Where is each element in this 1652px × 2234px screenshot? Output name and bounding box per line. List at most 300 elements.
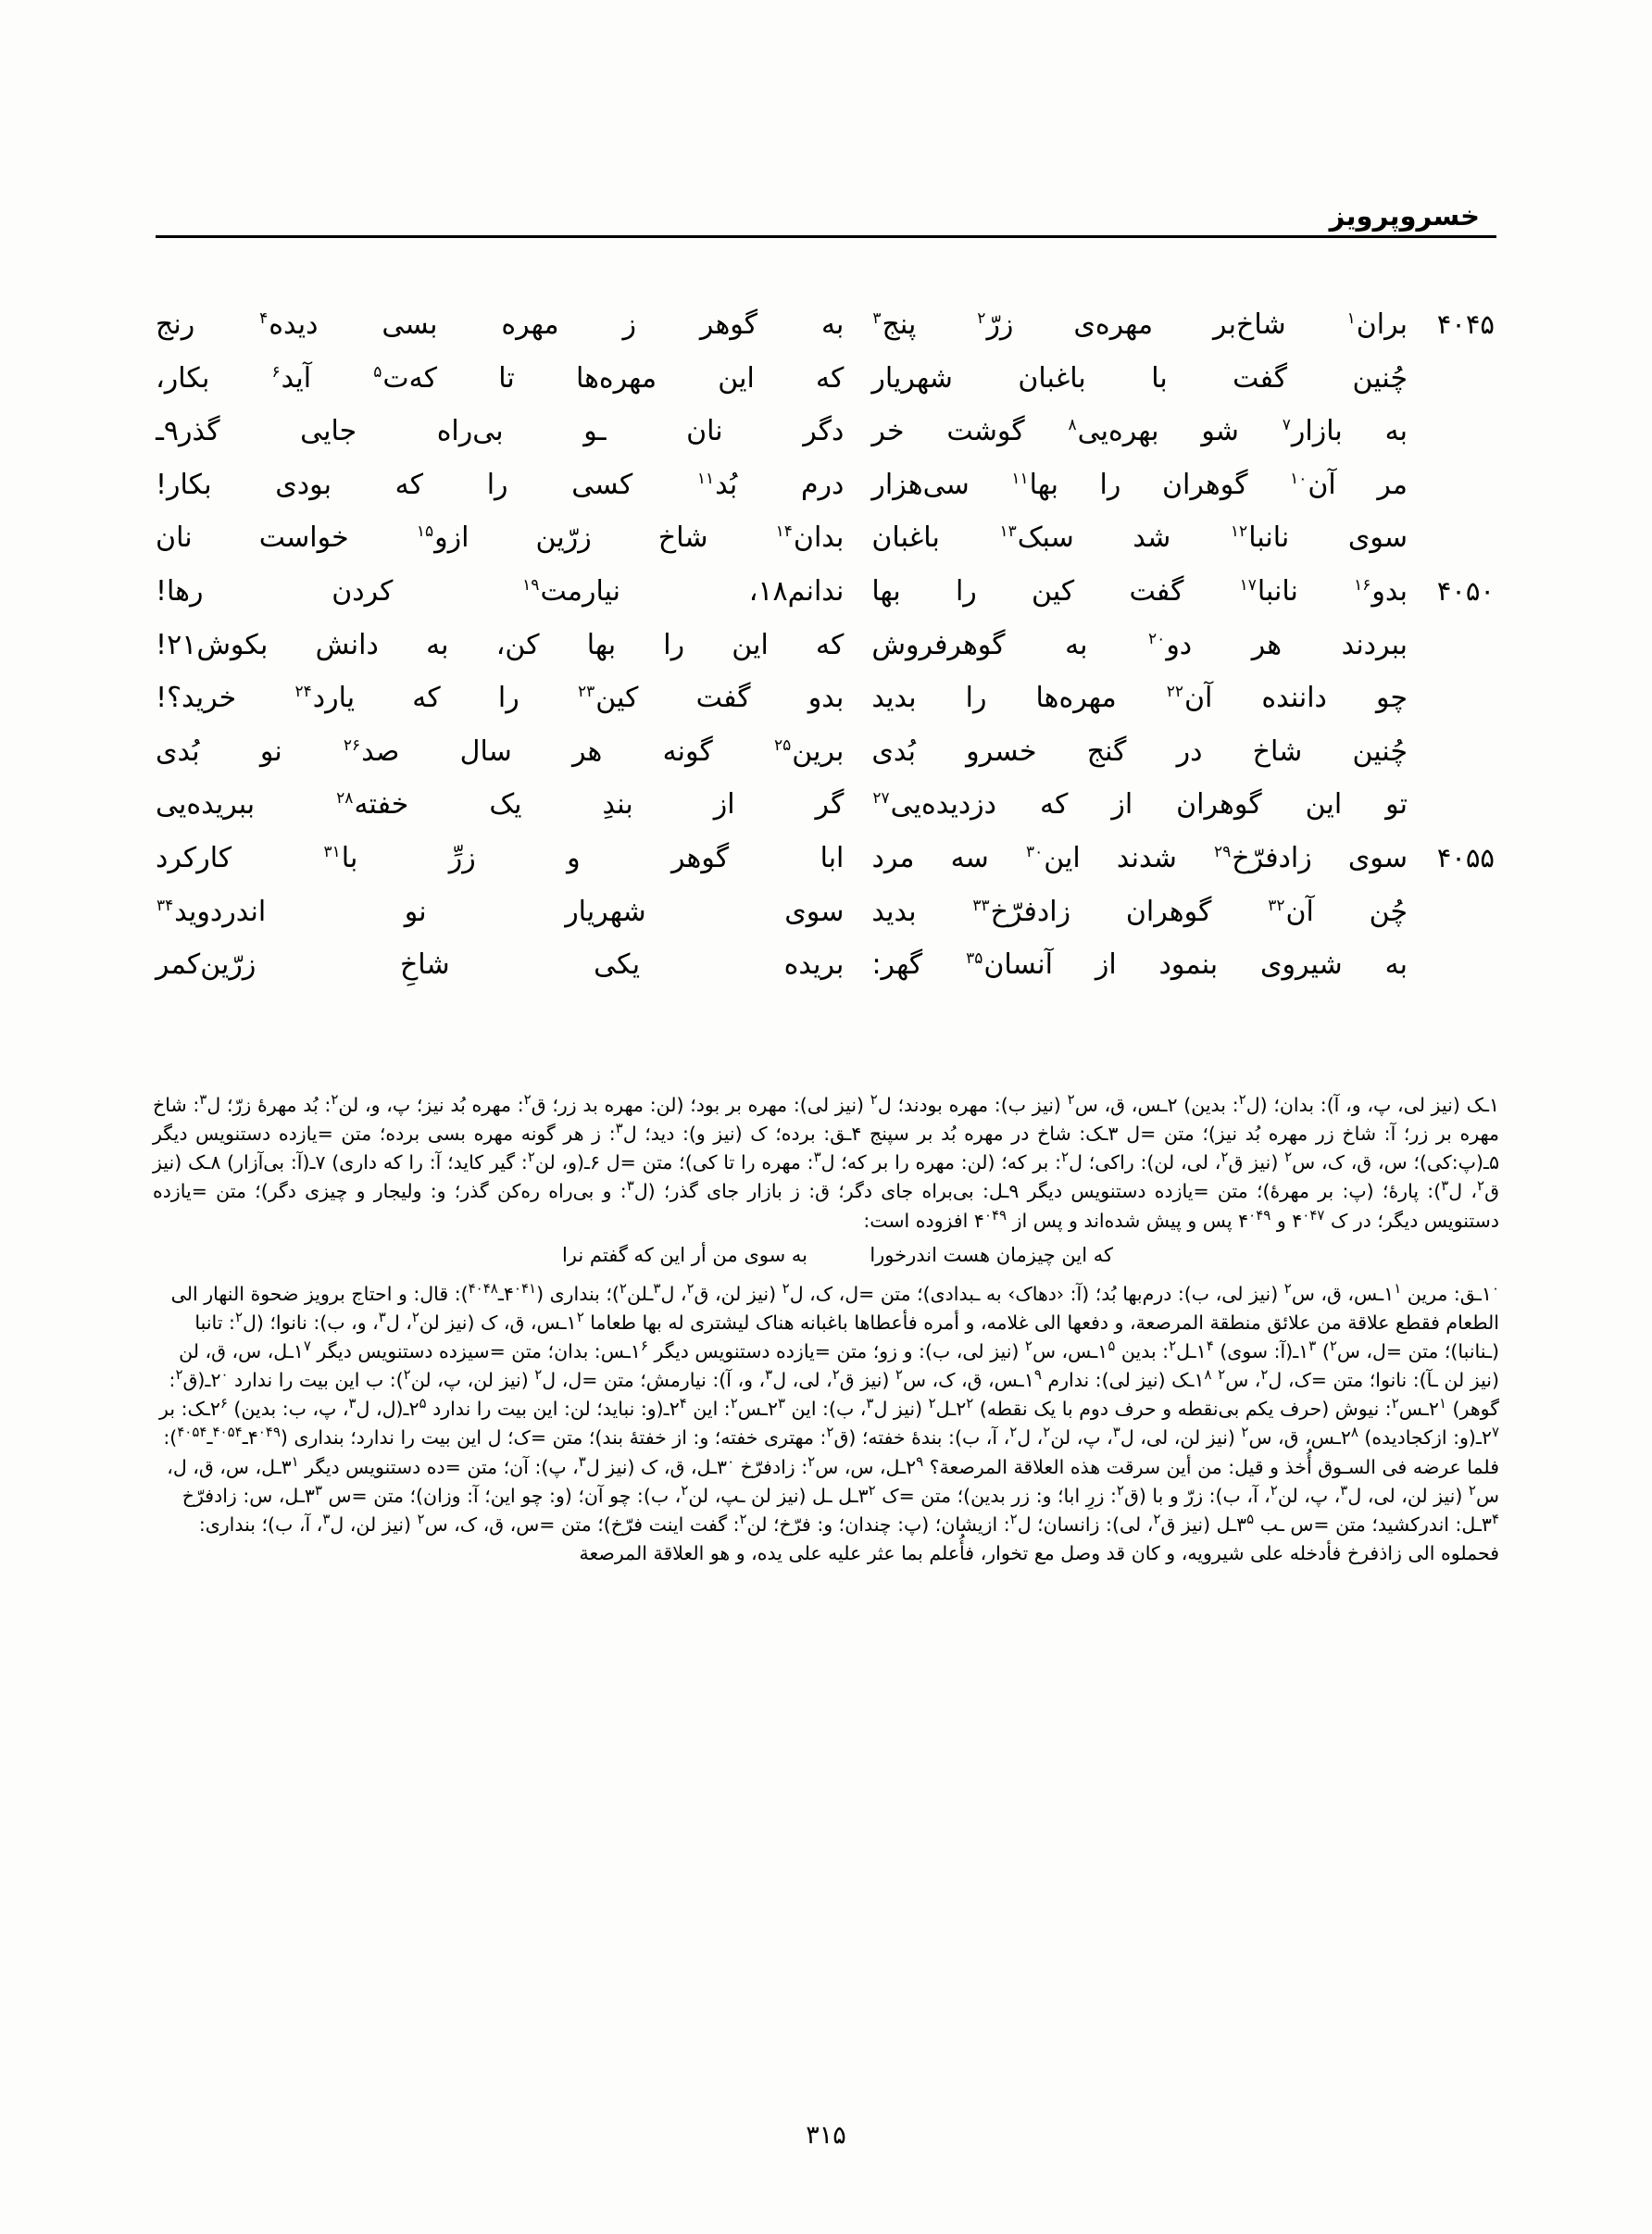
hemistich-left — [156, 679, 871, 719]
hemistich-right — [871, 733, 1496, 772]
verse-word: خر — [871, 415, 905, 448]
verse-word: مرد — [871, 841, 915, 874]
verse-word: آن$^{۳۲}$ — [1268, 895, 1314, 928]
verse-word: که — [394, 468, 424, 501]
verse-word: سی‌هزار — [871, 468, 970, 501]
manuscript-sigla: ۰ — [727, 1452, 735, 1470]
verse-word: گهر: — [871, 948, 923, 982]
footnote-marker[interactable]: ۱۱ — [696, 469, 715, 488]
verse-word: را — [497, 682, 519, 715]
verse-word: مهره — [501, 308, 559, 341]
manuscript-sigla: ۰ — [1491, 1279, 1499, 1297]
hemistich-left-text — [156, 306, 844, 345]
footnote-marker[interactable]: ۲۶ — [343, 735, 361, 755]
verse-word: مر — [1377, 468, 1408, 501]
verse-word: اندردوید$^{۳۴}$ — [156, 895, 267, 928]
verse-word: بُدی — [156, 734, 200, 768]
verse-word: آن$^{۲۲}$ — [1166, 682, 1213, 715]
verse-word: ندانم۱۸، — [748, 574, 845, 608]
footnote-marker[interactable]: ۲۹ — [1214, 842, 1232, 861]
manuscript-sigla: ۲ — [576, 1309, 584, 1326]
hemistich-left-text — [156, 785, 844, 825]
verse-word: یارد$^{۲۴}$ — [294, 682, 356, 715]
verse-word: رها! — [156, 574, 204, 608]
footnote-marker[interactable]: ۱۱ — [1011, 469, 1029, 488]
hemistich-right-text — [871, 306, 1408, 345]
verse-number — [1408, 412, 1495, 450]
manuscript-sigla: ۲ — [1009, 1424, 1018, 1441]
manuscript-sigla: ۲ — [1153, 1511, 1161, 1528]
verse-number: ۴۰۴۵ — [1436, 308, 1495, 340]
manuscript-sigla: ۲ — [1043, 1424, 1051, 1441]
footnote-marker[interactable]: ۵ — [373, 362, 382, 382]
hemistich-left-text — [156, 519, 844, 558]
hemistich-right — [871, 946, 1496, 985]
verse-word: صد$^{۲۶}$ — [343, 734, 400, 768]
manuscript-sigla: ۲ — [1238, 1091, 1246, 1109]
verse-word: زادفرّخ$^{۳۳}$ — [972, 895, 1071, 928]
manuscript-sigla: ۲ — [1218, 1366, 1226, 1384]
verse-word: نانبا$^{۱۲}$ — [1230, 521, 1290, 555]
manuscript-sigla: ۲ — [1260, 1366, 1269, 1384]
hemistich-left — [156, 946, 871, 985]
footnote-marker[interactable]: ۱۹ — [522, 575, 540, 595]
verse-word: بکوش۲۱! — [156, 628, 269, 661]
verse-word: به — [1384, 948, 1408, 982]
inserted-couplet — [153, 1241, 1499, 1271]
verse-word: دگر — [803, 415, 845, 448]
verse-word: گفت — [1233, 361, 1288, 395]
manuscript-sigla: ۳ — [866, 1395, 874, 1412]
footnote-marker[interactable]: ۲۷ — [872, 789, 890, 809]
verse-word: آن$^{۱۰}$ — [1290, 468, 1336, 501]
manuscript-sigla: ۲ — [417, 1511, 425, 1528]
verse-word: به — [820, 308, 845, 341]
manuscript-sigla: ۲ — [870, 1091, 878, 1109]
verse-word: جایی — [300, 415, 357, 448]
manuscript-sigla: ۸ — [1204, 1366, 1212, 1384]
hemistich-right-text — [871, 412, 1408, 452]
manuscript-sigla: ۲ — [1116, 1481, 1124, 1499]
manuscript-sigla: ۲ — [895, 1366, 903, 1384]
hemistich-right-text — [871, 839, 1408, 879]
verse-word: را — [663, 628, 685, 661]
manuscript-sigla: ۲ — [1468, 1481, 1476, 1499]
manuscript-sigla: ۲ — [681, 1481, 689, 1499]
verse-number — [1408, 679, 1495, 717]
verse-number — [1408, 733, 1495, 771]
footnote-marker[interactable]: ۱۲ — [1230, 522, 1248, 542]
manuscript-sigla: ۴ — [1206, 1337, 1214, 1355]
manuscript-sigla: ۲ — [1391, 1395, 1399, 1412]
manuscript-sigla: ۶ — [640, 1337, 648, 1355]
verse-word: بران$^۱$ — [1346, 308, 1408, 341]
verse-word: نو — [404, 895, 427, 928]
hemistich-right — [871, 839, 1496, 879]
verse-word: بازار$^۷$ — [1282, 415, 1343, 448]
verse-word: یکی — [594, 948, 641, 982]
verse-couplet — [156, 412, 1496, 452]
verse-word: بدو$^{۱۶}$ — [1354, 574, 1408, 608]
manuscript-sigla: ۰۴۹ — [257, 1424, 281, 1441]
manuscript-sigla: ۲ — [928, 1395, 936, 1412]
verse-word: از — [713, 788, 735, 822]
hemistich-left — [156, 466, 871, 506]
hemistich-left-text — [156, 839, 844, 879]
hemistich-left — [156, 733, 871, 772]
verse-word: زرِّ — [448, 841, 476, 874]
verse-word: باغبان — [871, 521, 940, 555]
verse-word: بی‌راه — [436, 415, 504, 448]
manuscript-sigla: ۲ — [868, 1481, 876, 1499]
verse-word: ابا — [820, 841, 845, 874]
verse-word: را — [486, 468, 508, 501]
manuscript-sigla: ۳ — [777, 1395, 786, 1412]
manuscript-sigla: ۰۴۹ — [983, 1206, 1007, 1224]
verse-word: سوی — [1347, 521, 1408, 555]
verse-word: گوشت — [946, 415, 1025, 448]
hemistich-left — [156, 519, 871, 558]
hemistich-right-text — [871, 519, 1408, 558]
footnote-marker[interactable]: ۲۰ — [1148, 629, 1166, 648]
verse-word: بُدی — [871, 734, 916, 768]
manuscript-sigla: ۱ — [1438, 1395, 1446, 1412]
verse-word: بها — [586, 628, 617, 661]
verse-couplet — [156, 519, 1496, 558]
footnote-marker[interactable]: ۳۴ — [156, 896, 174, 915]
footnote-marker[interactable]: ۲۲ — [1166, 683, 1183, 702]
verse-word: شو — [1201, 415, 1239, 448]
manuscript-sigla: ۲ — [331, 1091, 339, 1109]
verse-word: شهریار — [565, 895, 646, 928]
footnote-marker[interactable]: ۳۰ — [1025, 842, 1044, 861]
manuscript-sigla: ۲ — [1284, 1148, 1293, 1166]
manuscript-sigla: ۵ — [1246, 1511, 1255, 1528]
apparatus-note-block: $۱^۰ـق$: مرین $۱^۱ـس،$ ق، س$^۲$ (نیز لی، ب): درم‌بها بُد؛ (آ: ‹دهاک› به ـبدادی)؛ متن =ل، ک، ل$^۲$ (نیز لن، ق$^۲$، ل$^۳$ـلن$^۲$)؛ بنداری $(۴^{۰۴۱}ـ^{۴۰۴۸})$: قال: و احتاج برویز ضحوة النهار الی الطعام فقطع علاقة من علائق منطقة المرصعة، و دفعها الی غلامه، و أمره فأعطاها باغبانه هناک لیشتری له بها طعاما $۱^۲ـس،$ ق، ک (نیز لن$^۲$، ل$^۳$، و، ب): نانوا؛ (ل$^۲$: تانبا (ـنانبا)؛ متن =ل، س$^۲$) $۱^۳ـ(آ$: سوی) $۱^۴ـل^۲$: بدین $۱^۵ـس،$ س$^۲$ (نیز لی، ب): و زو؛ متن =یازده دستنویس دیگر $۱^۶ـس$: بدان؛ متن =سیزده دستنویس دیگر $۱^۷ـل،$ س، ق، لن (نیز لن ـآ): نانوا؛ متن =ک، ل$^۲$، س$^۲$ $۱^۸ـک$ (نیز لی): ندارم $۱^۹ـس،$ ق، ک، س$^۲$ (نیز ق$^۲$، لی، ل$^۳$، و، آ): نیارمش؛ متن =ل، ل$^۲$ (نیز لن، پ، لن$^۲$): ب این بیت را ندارد $۲^۰ـ(ق^۲$: گوهر) $۲^۱ـس^۲$: نیوش (حرف یکم بی‌نقطه و حرف دوم با یک نقطه) $۲^۲ـل^۲$ (نیز ل$^۳$، ب): این $۲^۳ـس^۲$: این $۲^۴ـ(و$: نباید؛ لن: این بیت را ندارد $۲^۵ـ(ل،$ ل$^۳$، پ، ب: بدین) $۲^۶ـک$: بر $۲^۷ـ(و$: ازکجادیده) $۲^۸ـس،$ ق، س$^۲$ (نیز لن، لی، ل$^۳$، پ، لن$^۲$، ل$^۲$، آ، ب): بندهٔ خفته؛ (ق$^۲$: مهتری خفته؛ و: از خفتهٔ بند)؛ متن =ک؛ ل این بیت را ندارد؛ بنداری $(۴^{۰۴۹}ـ^{۴۰۵۴}ـ^{۴۰۵۴})$: فلما عرضه فی السـوق أُخذ و قیل: من أین سرقت هذه العلاقة المرصعة؟ $۲^۹ـل،$ س، س$^۲$: زادفرّخ $۳^۰ـل،$ ق، ک (نیز ل$^۳$، پ): آن؛ متن =ده دستنویس دیگر $۳^۱ـل،$ س، ق، ل، س$^۲$ (نیز لن، لی، ل$^۳$، پ، لن$^۲$، آ، ب): زرّ و با (ق$^۲$: زرِ ابا؛ و: زر بدین)؛ متن =ک $۳^۲ـل$ ـل (نیز لن ـپ، لن$^۲$، ب): چو آن؛ (و: چو این؛ آ: وزان)؛ متن =س $۳^۳ـل،$ س: زادفرّخ $۳^۴ـل$: اندرکشید؛ متن =س ـب $۳^۵ـل$ (نیز ق$^۲$، لی): زانسان؛ ل$^۲$: ازیشان؛ (پ: چندان؛ و: فرّخ؛ لن$^۲$: گفت اینت فرّخ)؛ متن =س، ق، ک، س$^۲$ (نیز لن، ل$^۳$، آ، ب)؛ بنداری: فحملوه الی زاذفرخ فأدخله علی شیرویه، و کان قد وصل مع تخوار، فأُعلم بما عثر علیه علی یده، و هو العلاقة المرصعة — [159, 1279, 1499, 1565]
verse-word: دیده$^۴$ — [259, 308, 319, 341]
manuscript-sigla: ۲ — [1329, 1337, 1337, 1355]
folio-number: ۳۱۵ — [806, 2121, 846, 2150]
manuscript-sigla: ۵ — [419, 1395, 427, 1412]
hemistich-left-text — [156, 572, 844, 612]
verse-word: رنج — [156, 308, 195, 341]
hemistich-left — [156, 412, 871, 452]
verse-word: داننده — [1261, 682, 1327, 715]
manuscript-sigla: ۳ — [615, 1120, 623, 1137]
hemistich-right-text — [871, 572, 1408, 612]
hemistich-right — [871, 785, 1496, 825]
verse-word: با — [1151, 361, 1168, 395]
verse-word: ببریده‌یی — [156, 788, 256, 822]
manuscript-sigla: ۳ — [1340, 1481, 1348, 1499]
verse-word: شیروی — [1259, 948, 1343, 982]
verse-word: بهره‌یی$^۸$ — [1068, 415, 1159, 448]
manuscript-sigla: ۲ — [966, 1395, 974, 1412]
verse-word: بودی — [275, 468, 332, 501]
manuscript-sigla: ۳ — [322, 1511, 331, 1528]
verse-word: بها$^{۱۱}$ — [1011, 468, 1058, 501]
apparatus-criticus — [153, 1091, 1499, 1569]
verse-word: خسرو — [966, 734, 1037, 768]
manuscript-sigla: ۳ — [348, 1395, 357, 1412]
footnote-marker[interactable]: ۳۱ — [323, 842, 341, 861]
verse-word: نانبا$^{۱۷}$ — [1239, 574, 1298, 608]
verse-word: کردن — [332, 574, 394, 608]
verse-word: را — [965, 682, 987, 715]
manuscript-sigla: ۳ — [199, 1091, 207, 1109]
verse-word: زرّین — [535, 521, 592, 555]
verse-word: گوهر — [671, 841, 730, 874]
manuscript-sigla: ۲ — [527, 1148, 535, 1166]
manuscript-sigla: ۴۰۵۴ — [177, 1424, 207, 1441]
hemistich-right — [871, 893, 1496, 933]
running-head-title: خسروپرویز — [1329, 200, 1480, 232]
verse-word: زادفرّخ$^{۲۹}$ — [1214, 841, 1312, 874]
hemistich-left — [156, 306, 871, 345]
verse-word: شد — [1133, 521, 1171, 555]
verse-word: خفته$^{۲۸}$ — [336, 788, 409, 822]
verse-word: بکار، — [156, 361, 210, 395]
verse-word: بریده — [783, 948, 845, 982]
verse-word: بُد$^{۱۱}$ — [696, 468, 738, 501]
footnote-marker[interactable]: ۷ — [1282, 416, 1291, 435]
verse-word: کسی — [571, 468, 633, 501]
verse-word: زرّ$^۲$ — [977, 308, 1014, 341]
verse-number — [1408, 626, 1495, 664]
manuscript-sigla: ۲ — [175, 1366, 183, 1384]
hemistich-left — [156, 785, 871, 825]
manuscript-sigla: ۲ — [807, 1452, 816, 1470]
footnote-marker[interactable]: ۲۸ — [336, 789, 354, 809]
verse-word: این — [718, 361, 755, 395]
verse-word: گذر۹ـ — [156, 415, 220, 448]
footnote-marker[interactable]: ۱۵ — [416, 522, 434, 542]
verse-word: ز — [622, 308, 636, 341]
verse-word: بدو — [807, 682, 845, 715]
verse-word: چُن — [1369, 895, 1408, 928]
manuscript-sigla: ۹ — [1033, 1366, 1042, 1384]
verse-word: که — [412, 682, 441, 715]
verse-number — [1408, 519, 1495, 557]
hemistich-left-text — [156, 733, 844, 772]
verse-word: شاخ — [1252, 734, 1303, 768]
hemistich-left — [156, 893, 871, 933]
manuscript-sigla: ۵ — [1108, 1337, 1116, 1355]
verse-couplet — [156, 626, 1496, 666]
manuscript-sigla: ۲ — [534, 1366, 543, 1384]
manuscript-sigla: ۲ — [403, 1366, 411, 1384]
verse-word: کین$^{۲۳}$ — [577, 682, 639, 715]
hemistich-left-text — [156, 412, 844, 452]
verse-word: به — [426, 628, 449, 661]
manuscript-sigla: ۴ — [1491, 1511, 1499, 1528]
verse-word: بکار! — [156, 468, 212, 501]
footnote-marker[interactable]: ۳۵ — [966, 949, 983, 969]
verse-word: بها — [871, 574, 901, 608]
verse-word: کین — [1032, 574, 1075, 608]
hemistich-left — [156, 626, 871, 666]
manuscript-sigla: ۲ — [411, 1309, 419, 1326]
manuscript-sigla: ۱ — [1394, 1279, 1402, 1297]
hemistich-left — [156, 572, 871, 612]
manuscript-sigla: ۲ — [1024, 1337, 1032, 1355]
hemistich-right-text — [871, 679, 1408, 719]
manuscript-sigla: ۰۴۱ — [513, 1279, 537, 1297]
verse-couplet — [156, 733, 1496, 772]
manuscript-sigla: ۸ — [1350, 1424, 1358, 1441]
verse-word: سال — [459, 734, 512, 768]
verse-word: خواست — [258, 521, 349, 555]
hemistich-right — [871, 412, 1496, 452]
verse-word: به — [1065, 628, 1088, 661]
apparatus-note-block: ۱ـک (نیز لی، پ، و، آ): بدان؛ (ل$^۲$: بدین) ۲ـس، ق، س$^۲$ (نیز ب): مهره بودند؛ ل$^۲$ (نیز لی): مهره بر بود؛ (لن: مهره بد زر؛ ق$^۲$: مهره بُد نیز؛ پ، و، لن$^۲$: بُد مهرهٔ زرّ؛ ل$^۳$: شاخ مهره بر زر؛ آ: شاخ زر مهره بُد نیز)؛ متن =ل ۳ـک: شاخ در مهره بُد بر سپنج ۴ـق: برده؛ ک (نیز و): دید؛ ل$^۳$: ز هر گونه مهره بسی برده؛ متن =یازده دستنویس دیگر ۵ـ(پ:کی)؛ س، ق، ک، س$^۲$ (نیز ق$^۲$، لی، لن): راکی؛ ل$^۲$: بر که؛ (لن: مهره را بر که؛ ل$^۳$: مهره را تا کی)؛ متن =ل ۶ـ(و، لن$^۲$: گیر کاید؛ آ: را که داری) ۷ـ(آ: بی‌آزار) ۸ـک (نیز ق$^۲$، ل$^۳$): پارهٔ؛ (پ: بر مهرهٔ)؛ متن =یازده دستنویس دیگر ۹ـل: بی‌براه جای دگر؛ ق: ز بازار جای گذر؛ (ل$^۳$: و بی‌راه ره‌کن گذر؛ و: ولیجار و چیزی دگر)؛ متن =یازده دستنویس دیگر؛ در ک $۴^{۰۴۷}$ و $۴^{۰۴۹}$ پس و پیش شده‌اند و پس از $۴^{۰۴۹}$ افزوده است: — [153, 1091, 1500, 1232]
verse-word: چُنین — [1352, 361, 1408, 395]
verse-couplet — [156, 946, 1496, 985]
verse-word: ازو$^{۱۵}$ — [416, 521, 469, 555]
footnote-marker[interactable]: ۳۲ — [1268, 896, 1285, 915]
inserted-couplet-right: به سوی من أر این که گفتم نرا — [561, 1243, 807, 1266]
manuscript-sigla: ۴۰۵۴ — [212, 1424, 243, 1441]
hemistich-right-text — [871, 626, 1408, 666]
manuscript-sigla: ۱ — [291, 1452, 299, 1470]
verse-word: گونه — [662, 734, 713, 768]
manuscript-sigla: ۷ — [303, 1337, 311, 1355]
manuscript-sigla: ۳ — [765, 1366, 773, 1384]
manuscript-sigla: ۳ — [813, 1148, 821, 1166]
verse-word: چو — [1375, 682, 1408, 715]
verse-word: مهره‌ها — [575, 361, 657, 395]
verse-couplet — [156, 893, 1496, 933]
manuscript-sigla: ۰۴۹ — [1248, 1206, 1271, 1224]
footnote-marker[interactable]: ۸ — [1068, 416, 1077, 435]
manuscript-sigla: ۳ — [378, 1309, 386, 1326]
manuscript-sigla: ۳ — [1112, 1424, 1120, 1441]
hemistich-right — [871, 466, 1496, 506]
verse-word: که — [816, 361, 845, 395]
footnote-marker[interactable]: ۶ — [271, 362, 281, 382]
verse-word: از — [1095, 948, 1117, 982]
manuscript-sigla: ۲ — [1270, 1481, 1278, 1499]
hemistich-right — [871, 519, 1496, 558]
verse-word: پنج$^۳$ — [872, 308, 917, 341]
footnote-marker[interactable]: ۱۶ — [1354, 575, 1371, 595]
verse-word: این$^{۳۰}$ — [1025, 841, 1081, 874]
hemistich-left-text — [156, 946, 844, 985]
verse-word: بسی — [382, 308, 438, 341]
manuscript-sigla: ۳ — [653, 1279, 661, 1297]
footnote-marker[interactable]: ۱ — [1346, 309, 1356, 328]
verse-word: یک — [489, 788, 522, 822]
verse-couplet — [156, 466, 1496, 506]
footnote-marker[interactable]: ۳ — [872, 309, 882, 328]
manuscript-sigla: ۹ — [916, 1452, 924, 1470]
verse-word: بندِ — [602, 788, 633, 822]
manuscript-sigla: ۴۰۴۸ — [468, 1279, 498, 1297]
manuscript-sigla: ۲ — [619, 1279, 627, 1297]
hemistich-right — [871, 359, 1496, 399]
hemistich-right-text — [871, 946, 1408, 985]
manuscript-sigla: ۲ — [782, 1279, 790, 1297]
footnote-marker[interactable]: ۱۰ — [1290, 469, 1308, 488]
verse-number — [1408, 946, 1495, 984]
footnote-marker[interactable]: ۲۴ — [294, 683, 312, 702]
manuscript-sigla: ۰ — [220, 1366, 229, 1384]
footnote-marker[interactable]: ۲ — [977, 309, 986, 328]
manuscript-sigla: ۲ — [1220, 1148, 1229, 1166]
hemistich-right-text — [871, 733, 1408, 772]
verse-word: ـو — [583, 415, 607, 448]
manuscript-sigla: ۲ — [1169, 1337, 1177, 1355]
verse-word: شدند — [1116, 841, 1177, 874]
manuscript-sigla: ۶ — [219, 1395, 228, 1412]
hemistich-left-text — [156, 893, 844, 933]
verse-word: سه — [950, 841, 989, 874]
verse-word: خرید؟! — [156, 682, 237, 715]
verse-word: گوهران — [1125, 895, 1212, 928]
footnote-marker[interactable]: ۱۷ — [1239, 575, 1257, 595]
verse-word: تو — [1385, 788, 1408, 822]
verse-word: هر — [1251, 628, 1283, 661]
verse-word: که‌ت$^۵$ — [373, 361, 438, 395]
manuscript-sigla: ۴ — [679, 1395, 687, 1412]
manuscript-sigla: ۳ — [578, 1452, 586, 1470]
verse-word: که — [1040, 788, 1069, 822]
manuscript-sigla: ۲ — [832, 1366, 840, 1384]
verse-couplet — [156, 359, 1496, 399]
verse-word: مهره‌ی — [1073, 308, 1154, 341]
verse-word: نان — [686, 415, 723, 448]
verse-word: دزدیده‌یی$^{۲۷}$ — [872, 788, 997, 822]
verse-word: درم — [800, 468, 845, 501]
verse-couplet — [156, 572, 1496, 612]
footnote-marker[interactable]: ۱۴ — [775, 522, 793, 542]
verse-word: گوهر — [699, 308, 758, 341]
verse-word: را — [1099, 468, 1121, 501]
footnote-marker[interactable]: ۳۳ — [972, 896, 990, 915]
verse-word: سوی — [784, 895, 845, 928]
verse-word: آید$^۶$ — [271, 361, 312, 395]
footnote-marker[interactable]: ۲۳ — [577, 683, 595, 702]
verse-word: دو$^{۲۰}$ — [1148, 628, 1193, 661]
hemistich-left-text — [156, 679, 844, 719]
verse-word: با$^{۳۱}$ — [323, 841, 358, 874]
verse-couplet — [156, 679, 1496, 719]
footnote-marker[interactable]: ۲۵ — [774, 735, 792, 755]
verse-word: نیارمت$^{۱۹}$ — [522, 574, 620, 608]
verse-word: تا — [498, 361, 515, 395]
manuscript-sigla: ۲ — [1241, 1424, 1249, 1441]
hemistich-right-text — [871, 893, 1408, 933]
manuscript-sigla: ۲ — [1283, 1279, 1292, 1297]
manuscript-sigla: ۲ — [1061, 1148, 1070, 1166]
page-header — [156, 202, 1496, 238]
manuscript-sigla: ۲ — [1067, 1091, 1075, 1109]
verse-word: باغبان — [1018, 361, 1086, 395]
footnote-marker[interactable]: ۱۳ — [999, 522, 1017, 542]
verse-body — [156, 306, 1496, 999]
verse-word: هر — [571, 734, 603, 768]
verse-word: چُنین — [1352, 734, 1408, 768]
verse-word: دانش — [315, 628, 379, 661]
hemistich-left-text — [156, 626, 844, 666]
verse-number — [1408, 893, 1495, 931]
verse-word: کارکرد — [156, 841, 232, 874]
verse-word: آنسان$^{۳۵}$ — [966, 948, 1053, 982]
footnote-marker[interactable]: ۴ — [259, 309, 269, 328]
verse-word: سوی — [1347, 841, 1408, 874]
hemistich-right — [871, 572, 1496, 612]
verse-word: این — [732, 628, 769, 661]
